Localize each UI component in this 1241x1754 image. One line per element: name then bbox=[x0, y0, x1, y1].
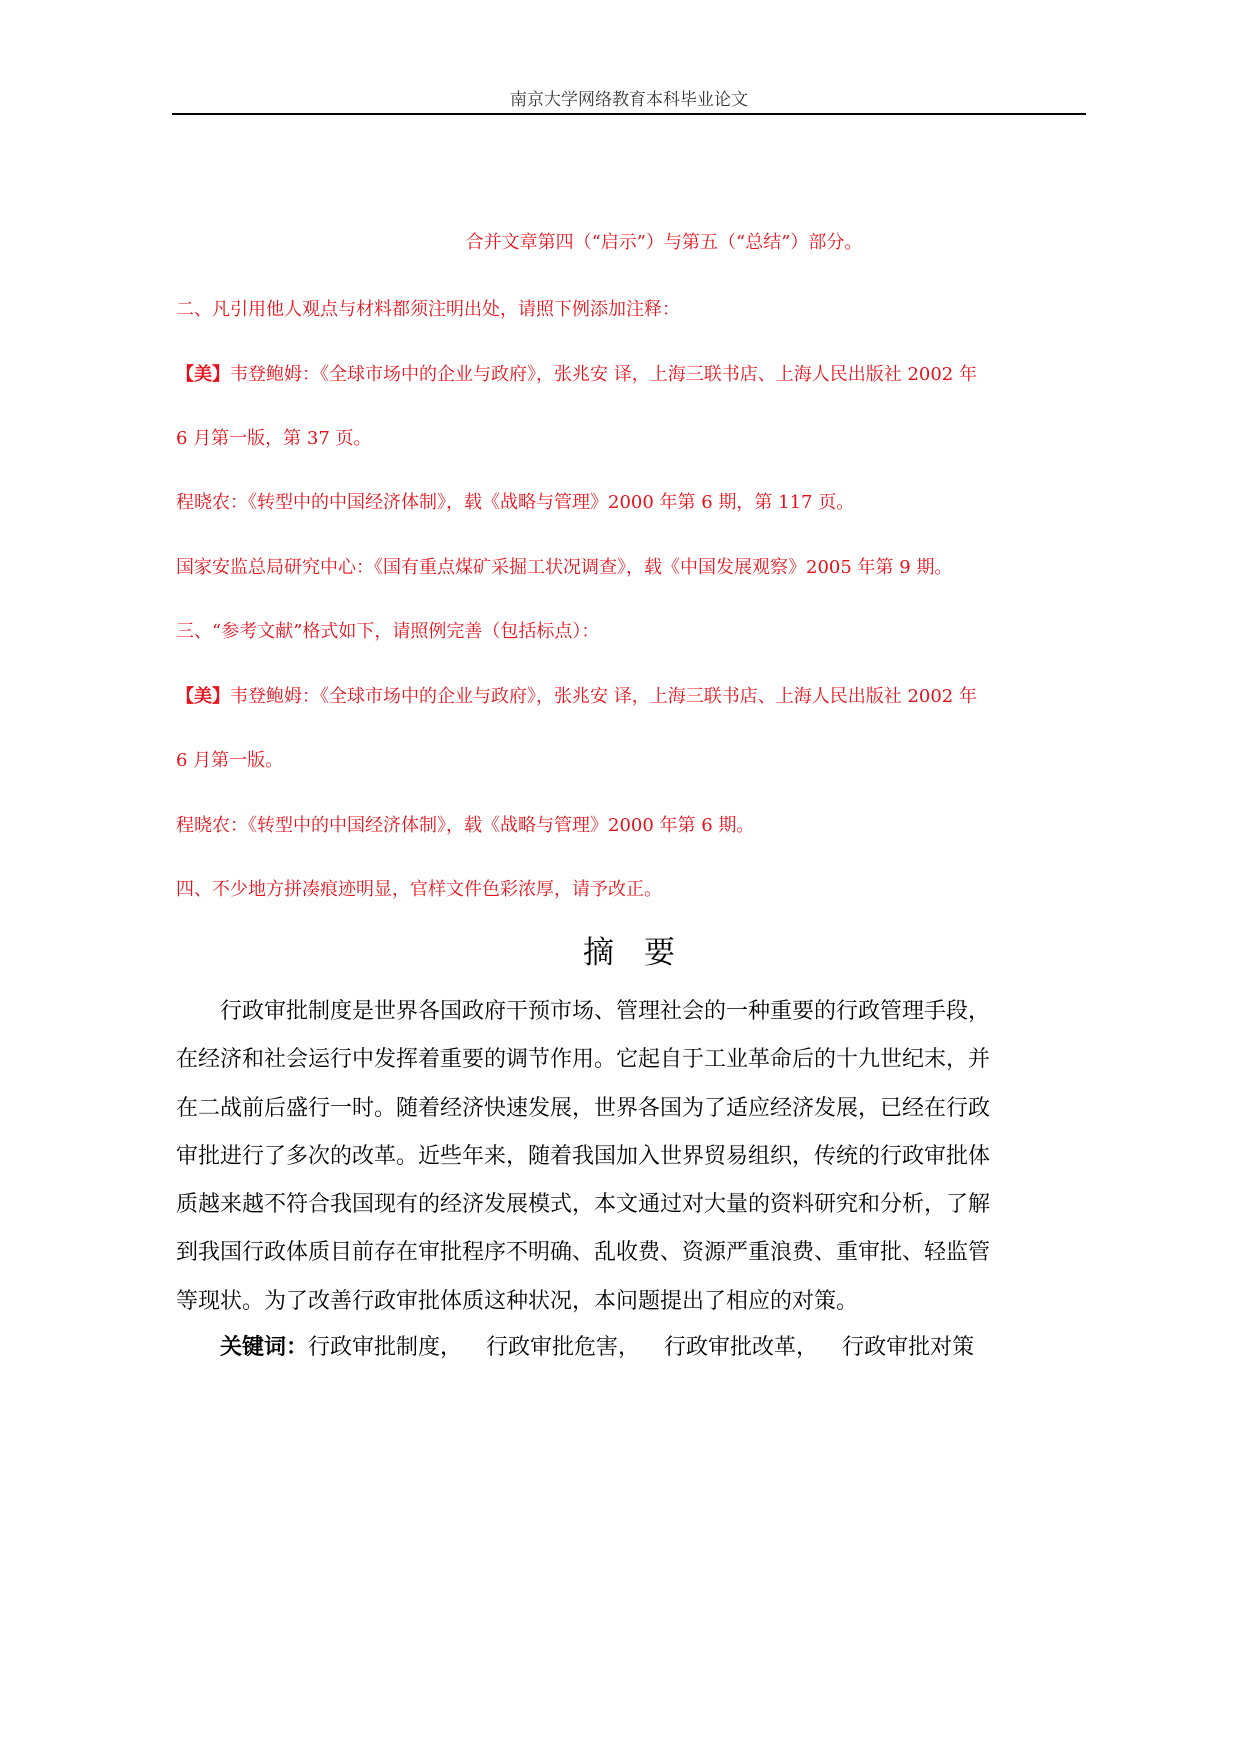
abstract-line: 审批进行了多次的改革。近些年来，随着我国加入世界贸易组织，传统的行政审批体 bbox=[176, 1143, 991, 1169]
keywords-label: 关键词： bbox=[220, 1335, 309, 1360]
abstract-title: 摘要 bbox=[583, 935, 705, 971]
note-style-correction: 四、不少地方拼凑痕迹明显，官样文件色彩浓厚，请予改正。 bbox=[176, 879, 662, 900]
note-citation-example-1-text: 韦登鲍姆：《全球市场中的企业与政府》，张兆安 译，上海三联书店、上海人民出版社 2002 年 bbox=[230, 364, 977, 385]
abstract-line: 在二战前后盛行一时。随着经济快速发展，世界各国为了适应经济发展，已经在行政 bbox=[176, 1095, 991, 1121]
note-citation-example-3: 国家安监总局研究中心：《国有重点煤矿采掘工状况调查》，载《中国发展观察》2005 年第 9 期。 bbox=[176, 557, 953, 578]
note-reference-example-1-cont: 6 月第一版。 bbox=[176, 750, 284, 771]
abstract-body bbox=[176, 988, 1086, 1326]
note-citation-instruction: 二、凡引用他人观点与材料都须注明出处，请照下例添加注释： bbox=[176, 299, 680, 320]
abstract-line: 到我国行政体质目前存在审批程序不明确、乱收费、资源严重浪费、重审批、轻监管 bbox=[176, 1240, 991, 1266]
note-merge-sections: 合并文章第四（“启示”）与第五（“总结”）部分。 bbox=[465, 232, 863, 253]
header-divider bbox=[172, 113, 1086, 115]
keyword-item: 行政审批制度， bbox=[308, 1335, 463, 1360]
page-header-title: 南京大学网络教育本科毕业论文 bbox=[510, 90, 748, 110]
abstract-line: 质越来越不符合我国现有的经济发展模式，本文通过对大量的资料研究和分析，了解 bbox=[176, 1192, 991, 1218]
note-reference-example-1 bbox=[176, 684, 1086, 710]
keyword-item: 行政审批改革， bbox=[664, 1335, 819, 1360]
note-bracket-label: 【美】 bbox=[176, 364, 230, 385]
keywords-line bbox=[176, 1324, 1086, 1372]
note-reference-example-2: 程晓农：《转型中的中国经济体制》，载《战略与管理》2000 年第 6 期。 bbox=[176, 815, 755, 836]
note-citation-example-1 bbox=[176, 362, 1086, 388]
note-citation-example-2: 程晓农：《转型中的中国经济体制》，载《战略与管理》2000 年第 6 期，第 117 页。 bbox=[176, 492, 855, 513]
note-reference-example-1-text: 韦登鲍姆：《全球市场中的企业与政府》，张兆安 译，上海三联书店、上海人民出版社 2002 年 bbox=[230, 686, 977, 707]
note-references-instruction: 三、“参考文献”格式如下，请照例完善（包括标点）： bbox=[176, 621, 600, 642]
note-citation-example-1-cont: 6 月第一版，第 37 页。 bbox=[176, 428, 372, 449]
keyword-item: 行政审批对策 bbox=[842, 1335, 975, 1360]
abstract-line: 等现状。为了改善行政审批体质这种状况，本问题提出了相应的对策。 bbox=[176, 1288, 859, 1314]
keyword-item: 行政审批危害， bbox=[486, 1335, 641, 1360]
abstract-line: 行政审批制度是世界各国政府干预市场、管理社会的一种重要的行政管理手段， bbox=[220, 999, 991, 1024]
note-bracket-label: 【美】 bbox=[176, 686, 230, 707]
abstract-line: 在经济和社会运行中发挥着重要的调节作用。它起自于工业革命后的十九世纪末，并 bbox=[176, 1047, 991, 1073]
